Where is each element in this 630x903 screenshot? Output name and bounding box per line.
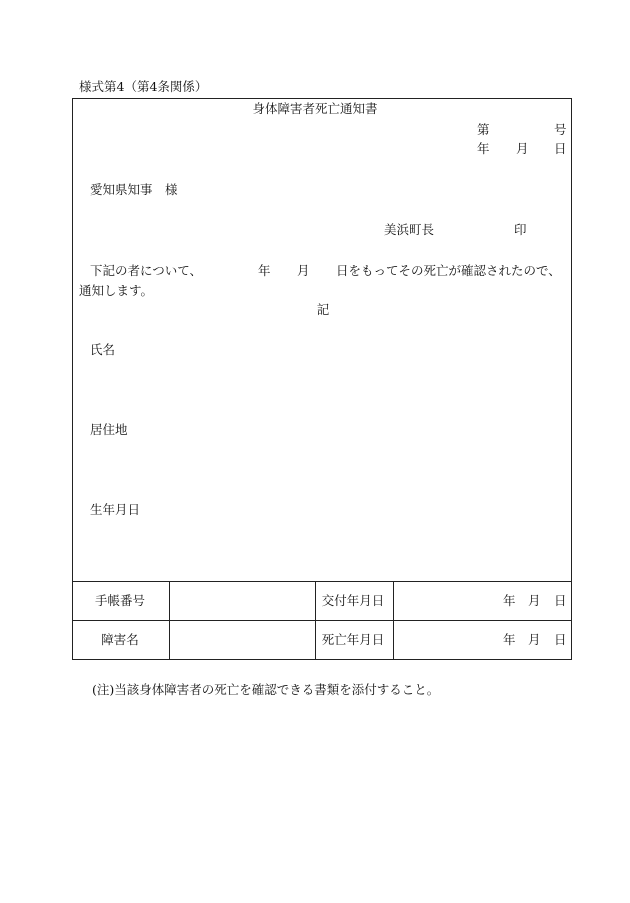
date-day: 日 [554,141,567,156]
body-year: 年 [258,263,271,278]
death-date-month: 月 [528,632,541,647]
seal-mark: 印 [514,222,527,237]
death-date-year: 年 [503,632,516,647]
table-top-border [73,581,571,582]
document-title: 身体障害者死亡通知書 [252,101,378,116]
body-text-line2: 通知します。 [79,283,154,298]
attachment-note: (注)当該身体障害者の死亡を確認できる書類を添付すること。 [92,682,440,697]
date-year: 年 [477,141,490,156]
table-divider-1 [169,581,170,660]
table-divider-3 [393,581,394,660]
date-month: 月 [516,141,529,156]
number-suffix: 号 [554,122,567,137]
addressee: 愛知県知事 様 [90,182,178,197]
disability-name-label: 障害名 [101,632,139,647]
sender-title: 美浜町長 [384,222,435,237]
issue-date-year: 年 [503,593,516,608]
issue-date-label: 交付年月日 [321,593,385,608]
issue-date-day: 日 [554,593,567,608]
name-label: 氏名 [90,342,116,357]
birthdate-label: 生年月日 [90,502,141,517]
body-text-part1: 下記の者について、 [90,263,203,278]
table-middle-border [73,620,571,621]
body-text-part2: 日をもってその死亡が確認されたので、 [336,263,561,278]
death-date-label: 死亡年月日 [321,632,385,647]
notebook-number-label: 手帳番号 [94,593,145,608]
death-date-day: 日 [554,632,567,647]
form-number: 様式第4（第4条関係） [79,79,208,94]
address-label: 居住地 [90,422,128,437]
number-prefix: 第 [477,122,490,137]
table-divider-2 [315,581,316,660]
body-month: 月 [297,263,310,278]
ki-heading: 記 [316,302,330,317]
issue-date-month: 月 [528,593,541,608]
